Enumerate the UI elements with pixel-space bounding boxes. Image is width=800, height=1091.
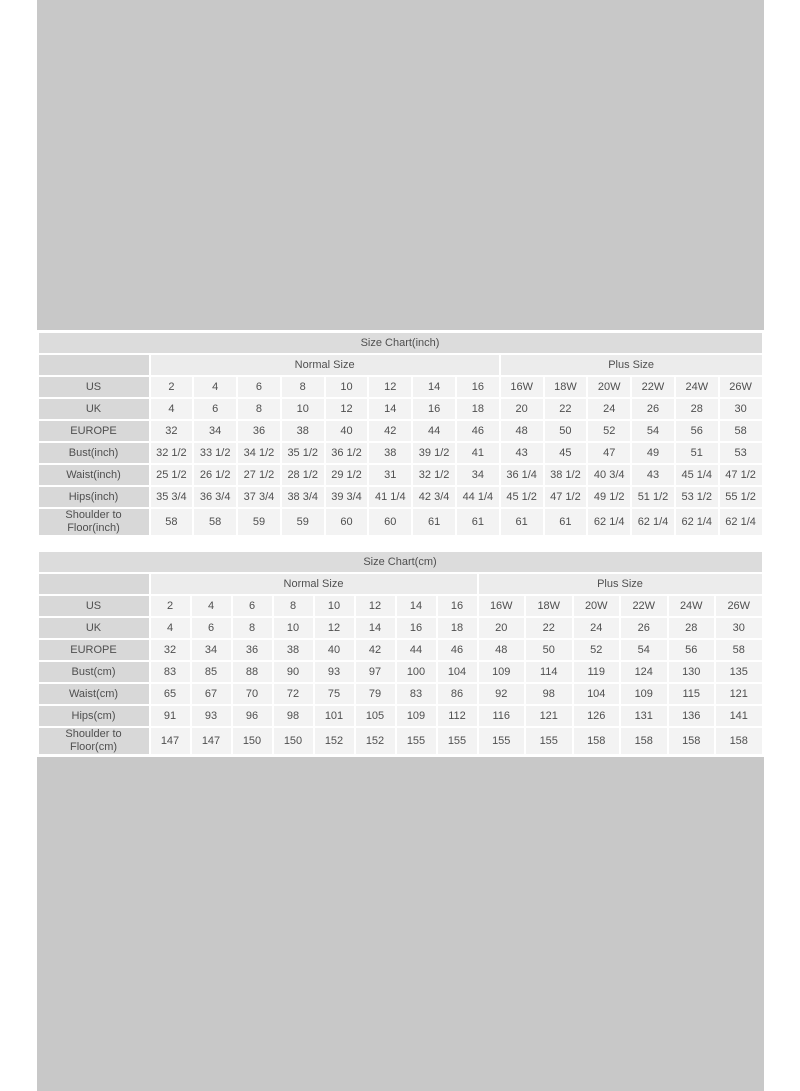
size-value-cell: 65	[151, 684, 190, 704]
size-value-cell: 12	[326, 399, 368, 419]
size-value-cell: 12	[356, 596, 395, 616]
size-value-cell: 155	[438, 728, 477, 754]
table-row	[39, 377, 762, 397]
size-chart-panel	[37, 330, 764, 757]
size-value-cell: 34	[457, 465, 499, 485]
size-value-cell: 40	[326, 421, 368, 441]
table-gap	[37, 537, 764, 550]
size-value-cell: 98	[274, 706, 313, 726]
size-value-cell: 91	[151, 706, 190, 726]
size-value-cell: 104	[438, 662, 477, 682]
size-value-cell: 62 1/4	[676, 509, 718, 535]
size-value-cell: 52	[588, 421, 630, 441]
size-value-cell: 58	[720, 421, 762, 441]
size-value-cell: 61	[457, 509, 499, 535]
size-value-cell: 109	[621, 684, 667, 704]
size-value-cell: 100	[397, 662, 436, 682]
size-value-cell: 48	[501, 421, 543, 441]
size-value-cell: 67	[192, 684, 231, 704]
size-value-cell: 147	[151, 728, 190, 754]
size-value-cell: 155	[479, 728, 525, 754]
table-row	[39, 706, 762, 726]
size-value-cell: 22W	[621, 596, 667, 616]
size-value-cell: 62 1/4	[720, 509, 762, 535]
size-value-cell: 46	[457, 421, 499, 441]
size-value-cell: 135	[716, 662, 762, 682]
size-value-cell: 16	[457, 377, 499, 397]
size-value-cell: 32	[151, 640, 190, 660]
size-value-cell: 41 1/4	[369, 487, 411, 507]
size-value-cell: 22W	[632, 377, 674, 397]
size-value-cell: 105	[356, 706, 395, 726]
size-value-cell: 20	[501, 399, 543, 419]
size-value-cell: 6	[238, 377, 280, 397]
size-value-cell: 58	[151, 509, 193, 535]
group-header-row	[39, 574, 762, 594]
size-value-cell: 114	[526, 662, 572, 682]
size-value-cell: 6	[233, 596, 272, 616]
size-value-cell: 35 3/4	[151, 487, 193, 507]
size-value-cell: 16	[438, 596, 477, 616]
size-value-cell: 40	[315, 640, 354, 660]
size-value-cell: 93	[192, 706, 231, 726]
size-value-cell: 62 1/4	[632, 509, 674, 535]
size-chart-inch-table	[37, 331, 764, 537]
size-value-cell: 109	[479, 662, 525, 682]
size-value-cell: 116	[479, 706, 525, 726]
table-title: Size Chart(inch)	[39, 333, 762, 353]
size-value-cell: 58	[716, 640, 762, 660]
size-value-cell: 150	[274, 728, 313, 754]
size-value-cell: 126	[574, 706, 620, 726]
normal-size-header: Normal Size	[151, 355, 499, 375]
size-value-cell: 42	[369, 421, 411, 441]
size-value-cell: 2	[151, 596, 190, 616]
size-value-cell: 121	[716, 684, 762, 704]
size-value-cell: 48	[479, 640, 525, 660]
size-value-cell: 155	[526, 728, 572, 754]
size-value-cell: 28	[669, 618, 715, 638]
size-value-cell: 147	[192, 728, 231, 754]
size-value-cell: 59	[282, 509, 324, 535]
size-value-cell: 10	[282, 399, 324, 419]
size-value-cell: 38 3/4	[282, 487, 324, 507]
size-label-cell: EUROPE	[39, 640, 149, 660]
size-value-cell: 55 1/2	[720, 487, 762, 507]
size-value-cell: 101	[315, 706, 354, 726]
size-value-cell: 26W	[720, 377, 762, 397]
size-value-cell: 45 1/2	[501, 487, 543, 507]
size-value-cell: 115	[669, 684, 715, 704]
size-value-cell: 53 1/2	[676, 487, 718, 507]
size-value-cell: 26 1/2	[194, 465, 236, 485]
size-value-cell: 16	[413, 399, 455, 419]
size-value-cell: 79	[356, 684, 395, 704]
size-value-cell: 44	[397, 640, 436, 660]
size-label-cell: Waist(inch)	[39, 465, 149, 485]
size-value-cell: 24	[574, 618, 620, 638]
size-value-cell: 16W	[479, 596, 525, 616]
size-value-cell: 12	[369, 377, 411, 397]
size-value-cell: 8	[274, 596, 313, 616]
size-value-cell: 41	[457, 443, 499, 463]
size-value-cell: 158	[716, 728, 762, 754]
size-value-cell: 36	[233, 640, 272, 660]
size-value-cell: 4	[192, 596, 231, 616]
size-value-cell: 32 1/2	[151, 443, 193, 463]
table-row	[39, 399, 762, 419]
size-value-cell: 22	[545, 399, 587, 419]
size-value-cell: 10	[326, 377, 368, 397]
size-value-cell: 92	[479, 684, 525, 704]
table-row	[39, 509, 762, 535]
size-value-cell: 22	[526, 618, 572, 638]
size-value-cell: 32 1/2	[413, 465, 455, 485]
size-value-cell: 38 1/2	[545, 465, 587, 485]
size-value-cell: 152	[356, 728, 395, 754]
size-value-cell: 34 1/2	[238, 443, 280, 463]
size-value-cell: 88	[233, 662, 272, 682]
size-value-cell: 150	[233, 728, 272, 754]
size-value-cell: 104	[574, 684, 620, 704]
size-value-cell: 90	[274, 662, 313, 682]
size-value-cell: 18	[457, 399, 499, 419]
size-value-cell: 6	[192, 618, 231, 638]
table-row	[39, 618, 762, 638]
size-value-cell: 61	[545, 509, 587, 535]
size-value-cell: 121	[526, 706, 572, 726]
size-value-cell: 61	[413, 509, 455, 535]
size-value-cell: 49	[632, 443, 674, 463]
size-label-cell: Bust(inch)	[39, 443, 149, 463]
size-value-cell: 58	[194, 509, 236, 535]
size-value-cell: 37 3/4	[238, 487, 280, 507]
size-value-cell: 38	[369, 443, 411, 463]
size-value-cell: 61	[501, 509, 543, 535]
size-value-cell: 119	[574, 662, 620, 682]
size-value-cell: 47 1/2	[545, 487, 587, 507]
size-value-cell: 141	[716, 706, 762, 726]
table-row	[39, 421, 762, 441]
size-value-cell: 18	[438, 618, 477, 638]
size-value-cell: 14	[356, 618, 395, 638]
size-label-cell: UK	[39, 618, 149, 638]
size-value-cell: 26W	[716, 596, 762, 616]
size-value-cell: 24W	[676, 377, 718, 397]
size-value-cell: 28 1/2	[282, 465, 324, 485]
table-row	[39, 728, 762, 754]
size-value-cell: 31	[369, 465, 411, 485]
size-chart-cm-table	[37, 550, 764, 756]
size-label-cell: Shoulder to Floor(cm)	[39, 728, 149, 754]
size-value-cell: 83	[397, 684, 436, 704]
plus-size-header: Plus Size	[501, 355, 762, 375]
size-value-cell: 51	[676, 443, 718, 463]
table-row	[39, 465, 762, 485]
size-value-cell: 112	[438, 706, 477, 726]
size-value-cell: 10	[315, 596, 354, 616]
size-value-cell: 60	[326, 509, 368, 535]
normal-size-header: Normal Size	[151, 574, 477, 594]
size-value-cell: 29 1/2	[326, 465, 368, 485]
size-value-cell: 43	[501, 443, 543, 463]
size-value-cell: 83	[151, 662, 190, 682]
size-label-cell: US	[39, 377, 149, 397]
size-value-cell: 10	[274, 618, 313, 638]
page-background	[37, 0, 764, 1091]
size-value-cell: 98	[526, 684, 572, 704]
size-value-cell: 36 1/2	[326, 443, 368, 463]
size-value-cell: 32	[151, 421, 193, 441]
size-value-cell: 2	[151, 377, 193, 397]
size-value-cell: 24W	[669, 596, 715, 616]
size-value-cell: 20W	[574, 596, 620, 616]
size-value-cell: 97	[356, 662, 395, 682]
size-label-cell: Bust(cm)	[39, 662, 149, 682]
table-row	[39, 596, 762, 616]
size-value-cell: 30	[716, 618, 762, 638]
size-label-cell: UK	[39, 399, 149, 419]
size-value-cell: 20W	[588, 377, 630, 397]
size-value-cell: 36 3/4	[194, 487, 236, 507]
size-label-cell: Hips(inch)	[39, 487, 149, 507]
size-value-cell: 158	[574, 728, 620, 754]
size-value-cell: 59	[238, 509, 280, 535]
table-title-row	[39, 552, 762, 572]
size-value-cell: 70	[233, 684, 272, 704]
corner-cell	[39, 355, 149, 375]
size-value-cell: 56	[676, 421, 718, 441]
size-value-cell: 14	[413, 377, 455, 397]
size-value-cell: 72	[274, 684, 313, 704]
size-label-cell: Hips(cm)	[39, 706, 149, 726]
size-value-cell: 39 1/2	[413, 443, 455, 463]
size-value-cell: 8	[233, 618, 272, 638]
size-value-cell: 50	[526, 640, 572, 660]
group-header-row	[39, 355, 762, 375]
size-value-cell: 8	[282, 377, 324, 397]
size-value-cell: 6	[194, 399, 236, 419]
size-value-cell: 14	[369, 399, 411, 419]
size-label-cell: Shoulder to Floor(inch)	[39, 509, 149, 535]
size-label-cell: Waist(cm)	[39, 684, 149, 704]
table-row	[39, 662, 762, 682]
size-value-cell: 35 1/2	[282, 443, 324, 463]
size-value-cell: 96	[233, 706, 272, 726]
size-value-cell: 155	[397, 728, 436, 754]
corner-cell	[39, 574, 149, 594]
size-value-cell: 75	[315, 684, 354, 704]
size-value-cell: 4	[151, 399, 193, 419]
size-value-cell: 38	[282, 421, 324, 441]
size-value-cell: 34	[192, 640, 231, 660]
table-title: Size Chart(cm)	[39, 552, 762, 572]
size-value-cell: 20	[479, 618, 525, 638]
size-value-cell: 34	[194, 421, 236, 441]
size-value-cell: 14	[397, 596, 436, 616]
size-value-cell: 44 1/4	[457, 487, 499, 507]
size-value-cell: 27 1/2	[238, 465, 280, 485]
size-value-cell: 60	[369, 509, 411, 535]
size-value-cell: 8	[238, 399, 280, 419]
size-value-cell: 131	[621, 706, 667, 726]
size-label-cell: US	[39, 596, 149, 616]
size-value-cell: 12	[315, 618, 354, 638]
size-value-cell: 45 1/4	[676, 465, 718, 485]
size-value-cell: 16	[397, 618, 436, 638]
size-value-cell: 26	[621, 618, 667, 638]
size-value-cell: 36 1/4	[501, 465, 543, 485]
size-value-cell: 46	[438, 640, 477, 660]
size-value-cell: 42 3/4	[413, 487, 455, 507]
size-value-cell: 93	[315, 662, 354, 682]
size-value-cell: 109	[397, 706, 436, 726]
size-value-cell: 18W	[526, 596, 572, 616]
plus-size-header: Plus Size	[479, 574, 762, 594]
size-value-cell: 26	[632, 399, 674, 419]
size-value-cell: 36	[238, 421, 280, 441]
size-value-cell: 130	[669, 662, 715, 682]
size-value-cell: 4	[151, 618, 190, 638]
table-row	[39, 640, 762, 660]
size-value-cell: 86	[438, 684, 477, 704]
size-value-cell: 54	[632, 421, 674, 441]
size-value-cell: 54	[621, 640, 667, 660]
size-value-cell: 49 1/2	[588, 487, 630, 507]
table-row	[39, 487, 762, 507]
size-value-cell: 16W	[501, 377, 543, 397]
size-value-cell: 18W	[545, 377, 587, 397]
table-row	[39, 443, 762, 463]
size-label-cell: EUROPE	[39, 421, 149, 441]
size-value-cell: 28	[676, 399, 718, 419]
size-value-cell: 50	[545, 421, 587, 441]
size-value-cell: 25 1/2	[151, 465, 193, 485]
table-title-row	[39, 333, 762, 353]
size-value-cell: 158	[669, 728, 715, 754]
size-value-cell: 42	[356, 640, 395, 660]
size-value-cell: 152	[315, 728, 354, 754]
table-row	[39, 684, 762, 704]
size-value-cell: 56	[669, 640, 715, 660]
size-value-cell: 24	[588, 399, 630, 419]
size-value-cell: 45	[545, 443, 587, 463]
size-value-cell: 158	[621, 728, 667, 754]
size-value-cell: 44	[413, 421, 455, 441]
size-value-cell: 47	[588, 443, 630, 463]
size-value-cell: 124	[621, 662, 667, 682]
size-value-cell: 51 1/2	[632, 487, 674, 507]
size-value-cell: 43	[632, 465, 674, 485]
size-value-cell: 136	[669, 706, 715, 726]
size-value-cell: 53	[720, 443, 762, 463]
size-value-cell: 62 1/4	[588, 509, 630, 535]
size-value-cell: 47 1/2	[720, 465, 762, 485]
size-value-cell: 33 1/2	[194, 443, 236, 463]
size-value-cell: 52	[574, 640, 620, 660]
size-value-cell: 4	[194, 377, 236, 397]
size-value-cell: 30	[720, 399, 762, 419]
size-value-cell: 38	[274, 640, 313, 660]
size-value-cell: 85	[192, 662, 231, 682]
size-value-cell: 39 3/4	[326, 487, 368, 507]
size-value-cell: 40 3/4	[588, 465, 630, 485]
